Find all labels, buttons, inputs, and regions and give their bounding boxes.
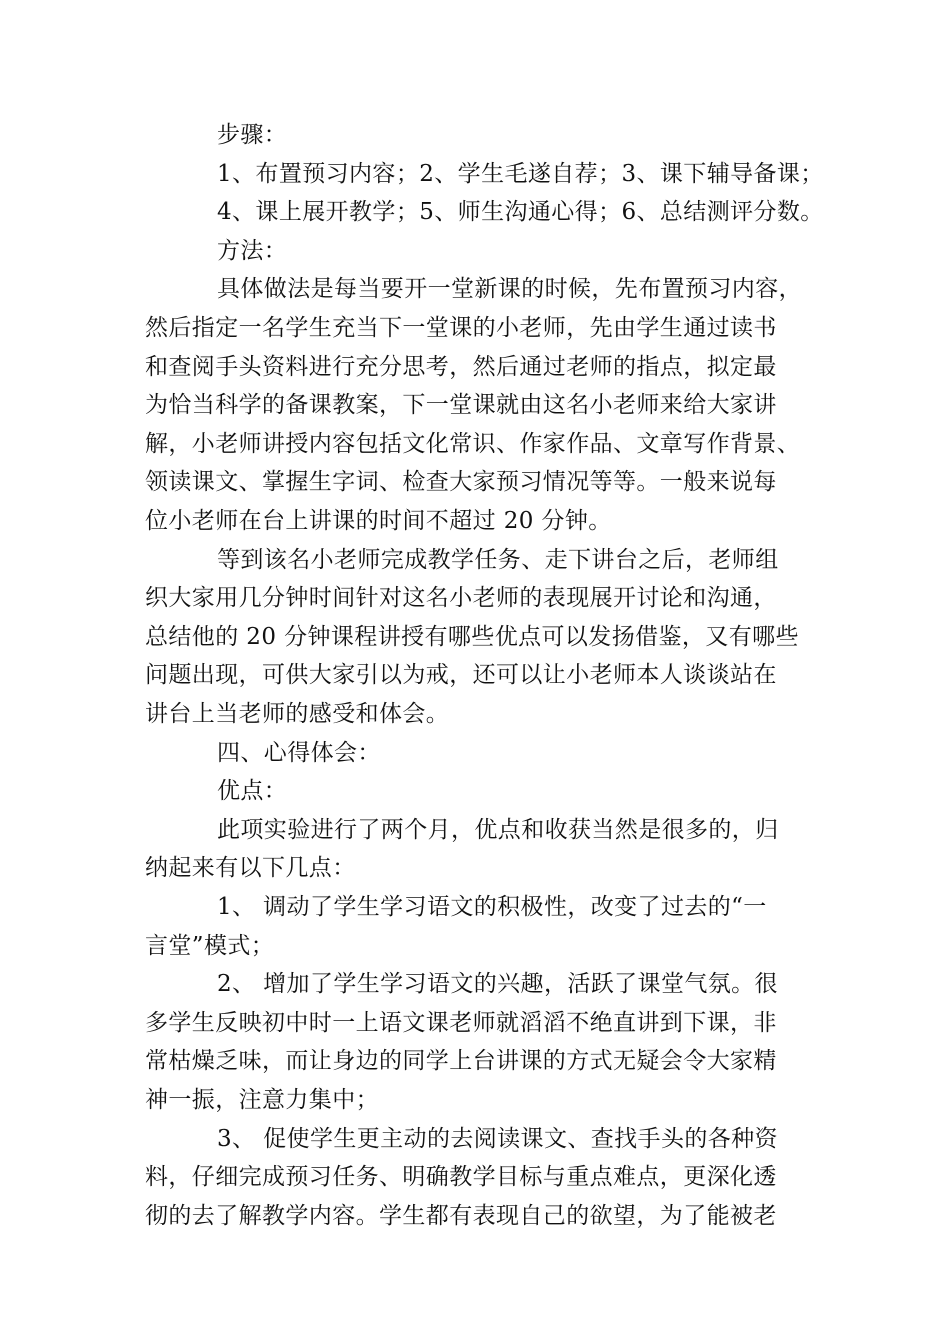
text-line: 2、 增加了学生学习语文的兴趣，活跃了课堂气氛。很: [217, 971, 778, 997]
text-line: 料，仔细完成预习任务、明确教学目标与重点难点，更深化透: [145, 1164, 777, 1190]
text-line: 总结他的 20 分钟课程讲授有哪些优点可以发扬借鉴，又有哪些: [145, 624, 799, 650]
text-line: 常枯燥乏味，而让身边的同学上台讲课的方式无疑会令大家精: [145, 1048, 777, 1074]
text-line: 言堂”模式；: [145, 933, 275, 959]
text-line: 具体做法是每当要开一堂新课的时候，先布置预习内容，: [217, 276, 802, 302]
text-line: 步骤：: [217, 122, 288, 148]
text-line: 1、布置预习内容；2、学生毛遂自荐；3、课下辅导备课；: [217, 161, 824, 187]
text-line: 多学生反映初中时一上语文课老师就滔滔不绝直讲到下课，非: [145, 1010, 777, 1036]
text-line: 纳起来有以下几点：: [145, 855, 356, 881]
text-line: 领读课文、掌握生字词、检查大家预习情况等等。一般来说每: [145, 469, 777, 495]
text-line: 此项实验进行了两个月，优点和收获当然是很多的，归: [217, 817, 779, 843]
text-line: 4、课上展开教学；5、师生沟通心得；6、总结测评分数。: [217, 199, 824, 225]
text-line: 和查阅手头资料进行充分思考，然后通过老师的指点，拟定最: [145, 354, 777, 380]
text-line: 问题出现，可供大家引以为戒，还可以让小老师本人谈谈站在: [145, 662, 777, 688]
text-line: 神一振，注意力集中；: [145, 1087, 379, 1113]
text-line: 彻的去了解教学内容。学生都有表现自己的欲望，为了能被老: [145, 1203, 777, 1229]
text-line: 方法：: [217, 238, 288, 264]
text-line: 解，小老师讲授内容包括文化常识、作家作品、文章写作背景、: [145, 431, 801, 457]
text-line: 1、 调动了学生学习语文的积极性，改变了过去的“一: [217, 894, 767, 920]
text-line: 为恰当科学的备课教案，下一堂课就由这名小老师来给大家讲: [145, 392, 777, 418]
text-line: 然后指定一名学生充当下一堂课的小老师，先由学生通过读书: [145, 315, 777, 341]
text-line: 讲台上当老师的感受和体会。: [145, 701, 450, 727]
text-line: 等到该名小老师完成教学任务、走下讲台之后，老师组: [217, 547, 779, 573]
text-line: 3、 促使学生更主动的去阅读课文、查找手头的各种资: [217, 1126, 778, 1152]
text-line: 织大家用几分钟时间针对这名小老师的表现展开讨论和沟通，: [145, 585, 777, 611]
text-line: 优点：: [217, 778, 288, 804]
text-line: 位小老师在台上讲课的时间不超过 20 分钟。: [145, 508, 612, 534]
text-line: 四、心得体会：: [217, 740, 381, 766]
